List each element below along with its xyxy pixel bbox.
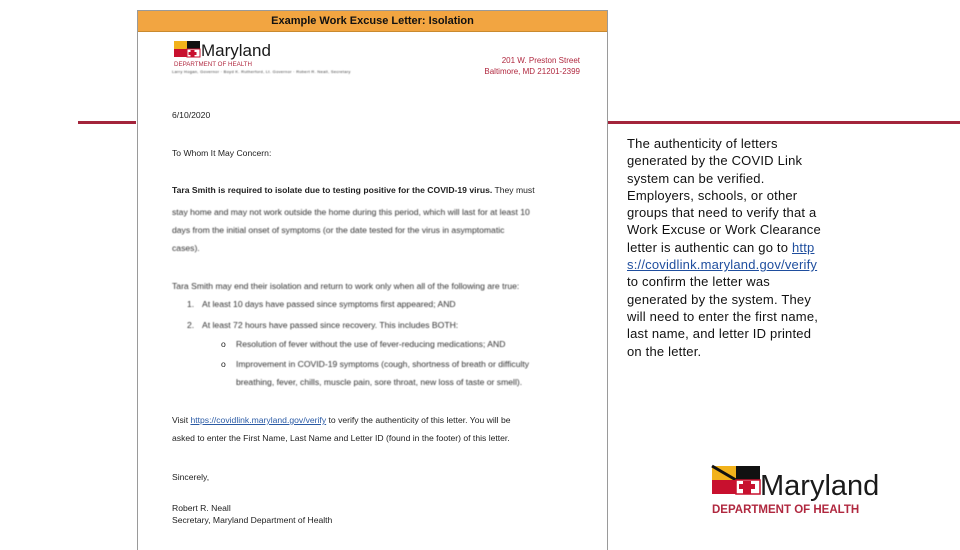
letter-salutation: To Whom It May Concern: — [172, 148, 272, 158]
verify-suffix: to verify the authenticity of this letter. You will be — [326, 415, 511, 425]
para1-line4: cases). — [172, 243, 200, 253]
verify-line2: asked to enter the First Name, Last Name and Letter ID (found in the footer) of this letter. — [172, 433, 510, 443]
address-line-1: 201 W. Preston Street — [501, 56, 580, 65]
letter-date: 6/10/2020 — [172, 110, 211, 120]
maryland-flag-icon — [174, 41, 200, 57]
para1-line2: stay home and may not work outside the home during this period, which will last for at least 10 — [172, 207, 530, 217]
footer-brand-subtitle: DEPARTMENT OF HEALTH — [712, 504, 860, 516]
list-item: At least 72 hours have passed since recovery. This includes BOTH: — [202, 320, 459, 330]
sublist-marker: o — [221, 359, 226, 369]
letterhead-address — [484, 55, 580, 77]
list-marker: 2. — [187, 320, 195, 330]
letter-banner: Example Work Excuse Letter: Isolation — [138, 11, 607, 32]
para1-line1 — [172, 185, 535, 195]
verify-link[interactable]: https://covidlink.maryland.gov/verify — [190, 415, 327, 425]
para1-bold-text: Tara Smith is required to isolate due to testing positive for the COVID-19 virus. — [172, 185, 493, 195]
list-item: At least 10 days have passed since symptoms first appeared; AND — [202, 299, 456, 309]
signer-name: Robert R. Neall — [172, 503, 231, 513]
divider-right — [608, 121, 960, 124]
letterhead-brand-name: Maryland — [201, 41, 271, 60]
para1-line3: days from the initial onset of symptoms (or the date tested for the virus in asymptomatic — [172, 225, 505, 235]
verification-explanation — [627, 135, 825, 360]
verification-url-link[interactable]: https://covidlink.maryland.gov/verify — [627, 239, 818, 273]
sublist-marker: o — [221, 339, 226, 349]
verify-line1 — [172, 415, 511, 425]
sublist-item: Improvement in COVID-19 symptoms (cough, shortness of breath or difficulty — [236, 359, 530, 369]
list-marker: 1. — [187, 299, 195, 309]
letterhead-tagline: Larry Hogan, Governor · Boyd K. Rutherford, Lt. Governor · Robert R. Neall, Secretary — [172, 69, 351, 74]
sublist-item-continued: breathing, fever, chills, muscle pain, sore throat, new loss of taste or smell). — [236, 377, 523, 387]
sublist-item: Resolution of fever without the use of fever-reducing medications; AND — [236, 339, 506, 349]
footer-brand-name: Maryland — [760, 470, 880, 502]
maryland-flag-icon — [712, 466, 760, 494]
signer-title: Secretary, Maryland Department of Health — [172, 515, 333, 525]
letterhead-brand-subtitle: DEPARTMENT OF HEALTH — [174, 61, 252, 68]
letter-closing: Sincerely, — [172, 472, 210, 482]
para2-text: Tara Smith may end their isolation and return to work only when all of the following are true: — [172, 281, 520, 291]
para1-rest-text: They must — [492, 185, 535, 195]
explanation-text-before: The authenticity of letters generated by the COVID Link system can be verified. Employers, schools, or other groups that need to verify that a Work Excuse or Work Clearance letter is authentic can go to — [627, 136, 821, 255]
maryland-department-of-health-logo — [710, 462, 900, 520]
divider-left — [78, 121, 136, 124]
explanation-text-after: to confirm the letter was generated by the system. They will need to enter the first name, last name, and letter ID printed on the letter. — [627, 274, 819, 359]
example-letter — [137, 10, 608, 550]
verify-prefix: Visit — [172, 415, 191, 425]
address-line-2: Baltimore, MD 21201-2399 — [484, 67, 580, 76]
